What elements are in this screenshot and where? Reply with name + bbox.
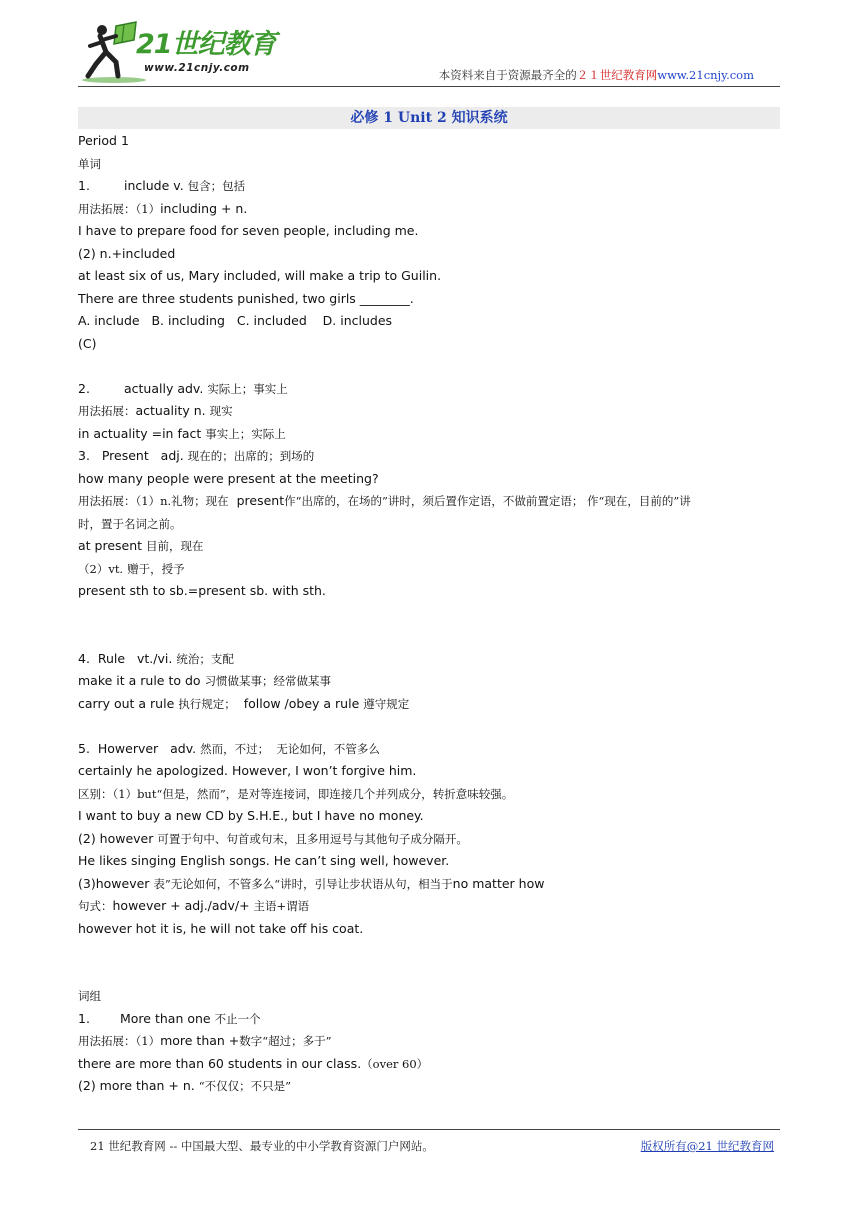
usage-pattern: present (236, 493, 285, 508)
example-sentence: certainly he apologized. However, I won’t forgive him. (78, 763, 417, 778)
usage-meaning: “不仅仅；不只是” (198, 1079, 292, 1093)
phrase-meaning: 不止一个 (214, 1011, 261, 1026)
vocab-meaning: 实际上；事实上 (207, 381, 288, 396)
text-line (78, 1053, 780, 1076)
usage-pattern: actuality n. (135, 403, 206, 418)
usage-pattern: including + n. (160, 200, 248, 216)
text-line (78, 310, 780, 333)
usage-pattern: (2) n.+included (78, 245, 176, 261)
text-line (78, 1008, 780, 1031)
text-line (78, 220, 780, 243)
usage-meaning: 目前，现在 (146, 539, 204, 553)
usage-pattern: follow /obey a rule (243, 695, 360, 711)
text-line (78, 895, 780, 918)
usage-label: 用法拓展：（1）n.礼物；现在 (78, 494, 229, 508)
section-heading-words: 单词 (78, 156, 101, 171)
text-line (78, 378, 780, 401)
example-note: （over 60） (361, 1056, 429, 1071)
copyright-link[interactable]: 版权所有@21 世纪教育网 (640, 1139, 774, 1153)
text-line (78, 693, 780, 716)
vocab-word: 3. Present adj. (78, 448, 184, 463)
text-line (78, 805, 780, 828)
usage-pattern: present sth to sb.=present sb. with sth. (78, 583, 326, 598)
example-sentence: there are more than 60 students in our class. (78, 1055, 362, 1071)
text-line (78, 1075, 780, 1098)
vocab-word: 5. Howerver adv. (78, 740, 197, 756)
usage-label: 用法拓展：（1） (78, 1034, 161, 1048)
vocab-word: 4. Rule vt./vi. (78, 650, 173, 666)
usage-pattern: no matter how (452, 875, 545, 891)
text-line (78, 580, 780, 603)
text-line (78, 760, 780, 783)
usage-pattern: (2) however (78, 830, 154, 846)
usage-explanation: 主语+谓语 (253, 899, 310, 913)
example-sentence: I have to prepare food for seven people, including me. (78, 223, 419, 238)
usage-label: （2）vt. (78, 561, 124, 576)
text-line (78, 828, 780, 851)
example-sentence: He likes singing English songs. He can’t sing well, however. (78, 853, 450, 868)
text-line (78, 985, 780, 1008)
usage-pattern: more than + (160, 1033, 240, 1048)
example-sentence: at least six of us, Mary included, will make a trip to Guilin. (78, 268, 442, 283)
usage-pattern: at present (78, 538, 143, 553)
exercise-answer: (C) (78, 335, 97, 351)
usage-explanation: 表”无论如何，不管多么“讲时，引导让步状语从句，相当于 (153, 876, 453, 891)
vocab-meaning: 然而，不过； 无论如何，不管多么 (200, 741, 380, 756)
usage-explanation: 可置于句中、句首或句末，且多用逗号与其他句子成分隔开。 (157, 831, 468, 846)
vocab-meaning: 现在的；出席的；到场的 (187, 449, 315, 463)
text-line (78, 153, 780, 176)
vocab-word: include v. (124, 178, 184, 193)
text-line (78, 513, 780, 536)
usage-explanation: 区别：（1）but“但是，然而”，是对等连接词，即连接几个并列成分，转折意味较强。 (78, 786, 514, 801)
header-source-note (439, 67, 754, 83)
header-note-prefix: 本资料来自于资源最齐全的 (438, 68, 577, 82)
item-number: 1. (78, 178, 90, 193)
text-line (78, 850, 780, 873)
section-heading-phrases: 词组 (78, 989, 101, 1003)
usage-explanation: 时，置于名词之前。 (78, 516, 182, 531)
usage-pattern: however + adj./adv/+ (112, 898, 250, 913)
usage-meaning: 习惯做某事；经常做某事 (204, 674, 332, 688)
page-footer (78, 1129, 780, 1153)
text-line (78, 265, 780, 288)
text-line (78, 490, 780, 513)
document-body (78, 130, 780, 1098)
usage-meaning: 执行规定； (178, 696, 236, 711)
example-sentence: however hot it is, he will not take off his coat. (78, 920, 364, 936)
page-header (78, 20, 780, 87)
period-heading: Period 1 (78, 133, 129, 148)
phrase: More than one (120, 1010, 211, 1026)
usage-pattern: (3)however (78, 875, 150, 891)
usage-meaning: 遵守规定 (363, 696, 410, 711)
text-line (78, 423, 780, 446)
text-line (78, 738, 780, 761)
exercise-question: There are three students punished, two girls ________. (78, 290, 414, 306)
text-line (78, 535, 780, 558)
usage-meaning: 事实上；实际上 (205, 426, 286, 441)
text-line (78, 288, 780, 311)
text-line (78, 333, 780, 356)
logo-text: 21世纪教育 (136, 29, 276, 60)
header-note-site: ２１世纪教育网 (576, 68, 658, 82)
usage-meaning: 现实 (209, 404, 233, 418)
usage-label: 句式： (78, 899, 113, 913)
document-title-bar (78, 107, 780, 129)
usage-pattern: in actuality =in fact (78, 425, 202, 441)
usage-pattern: make it a rule to do (78, 673, 201, 688)
text-line (78, 783, 780, 806)
usage-meaning: 数字“超过；多于” (239, 1034, 332, 1048)
usage-label: 用法拓展： (78, 404, 136, 418)
text-line (78, 130, 780, 153)
site-logo[interactable] (78, 20, 288, 86)
text-line (78, 468, 780, 491)
text-line (78, 1030, 780, 1053)
header-note-url[interactable]: www.21cnjy.com (657, 68, 754, 82)
usage-pattern: (2) more than + n. (78, 1078, 195, 1093)
footer-description: 21 世纪教育网 -- 中国最大型、最专业的中小学教育资源门户网站。 (90, 1139, 434, 1153)
usage-pattern: carry out a rule (78, 695, 175, 711)
text-line (78, 670, 780, 693)
text-line (78, 198, 780, 221)
example-sentence: how many people were present at the meeting? (78, 470, 379, 486)
vocab-meaning: 包含；包括 (187, 179, 246, 193)
text-line (78, 873, 780, 896)
vocab-word: actually adv. (124, 380, 204, 396)
text-line (78, 175, 780, 198)
text-line (78, 445, 780, 468)
document-title: 必修 1 Unit 2 知识系统 (350, 110, 508, 126)
text-line (78, 243, 780, 266)
item-number: 2. (78, 380, 90, 396)
text-line (78, 648, 780, 671)
item-number: 1. (78, 1010, 90, 1026)
usage-meaning: 赠于，授予 (127, 561, 185, 576)
usage-label: 用法拓展：（1） (78, 201, 161, 216)
usage-explanation: 作“出席的，在场的”讲时，须后置作定语，不做前置定语； 作“现在，目前的”讲 (284, 494, 691, 508)
text-line (78, 918, 780, 941)
exercise-options: A. include B. including C. included D. includes (78, 313, 393, 328)
vocab-meaning: 统治；支配 (176, 651, 234, 666)
logo-url: www.21cnjy.com (144, 62, 250, 74)
text-line (78, 400, 780, 423)
example-sentence: I want to buy a new CD by S.H.E., but I have no money. (78, 808, 424, 823)
text-line (78, 558, 780, 581)
